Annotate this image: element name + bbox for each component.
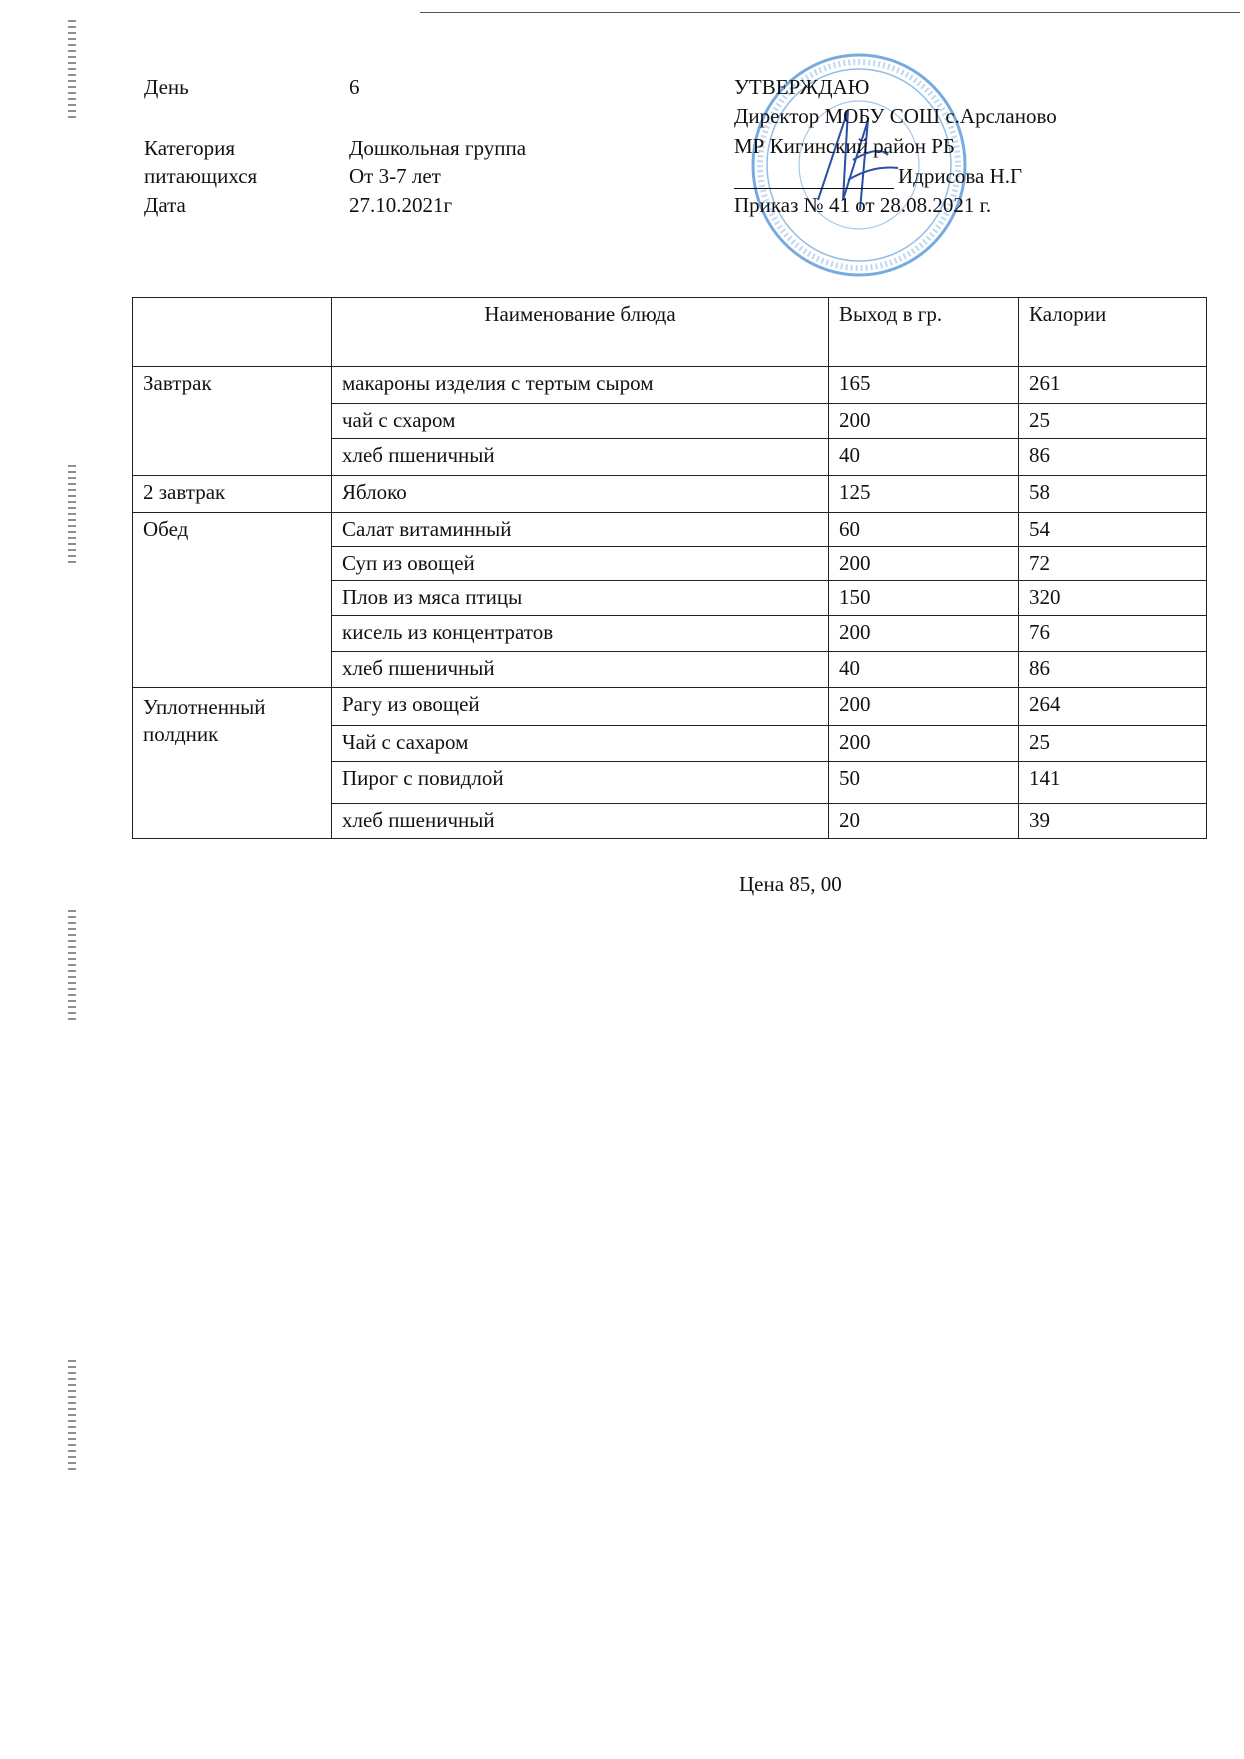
dish-name-cell: хлеб пшеничный	[332, 804, 829, 839]
calories-cell: 72	[1019, 547, 1207, 581]
weight-cell: 60	[829, 513, 1019, 547]
dish-name-cell: Пирог с повидлой	[332, 762, 829, 804]
approval-title: УТВЕРЖДАЮ	[734, 75, 870, 99]
dish-name-cell: Яблоко	[332, 476, 829, 513]
day-label: День	[144, 75, 189, 99]
calories-cell: 58	[1019, 476, 1207, 513]
header-cell-weight: Выход в гр.	[829, 298, 1019, 367]
header-cell-dish: Наименование блюда	[332, 298, 829, 367]
dish-name-cell: хлеб пшеничный	[332, 439, 829, 476]
calories-cell: 141	[1019, 762, 1207, 804]
dish-name-cell: хлеб пшеничный	[332, 652, 829, 688]
calories-cell: 25	[1019, 404, 1207, 439]
dish-name-cell: Салат витаминный	[332, 513, 829, 547]
calories-cell: 76	[1019, 616, 1207, 652]
day-value: 6	[349, 75, 360, 99]
dish-name-cell: чай с схаром	[332, 404, 829, 439]
weight-cell: 200	[829, 688, 1019, 726]
meal-cell: Завтрак	[133, 367, 332, 476]
calories-cell: 264	[1019, 688, 1207, 726]
weight-cell: 200	[829, 726, 1019, 762]
scan-punch-marks	[68, 910, 76, 1020]
approval-position: Директор МОБУ СОШ с.Арсланово	[734, 104, 1057, 128]
price: Цена 85, 00	[739, 872, 842, 896]
scan-punch-marks	[68, 20, 76, 120]
category-label: Категория	[144, 136, 235, 160]
table-row	[133, 688, 1207, 726]
table-row	[133, 367, 1207, 404]
weight-cell: 200	[829, 547, 1019, 581]
weight-cell: 20	[829, 804, 1019, 839]
scan-edge-line	[420, 12, 1240, 13]
calories-cell: 39	[1019, 804, 1207, 839]
weight-cell: 40	[829, 652, 1019, 688]
category-value: Дошкольная группа	[349, 136, 527, 160]
table-row	[133, 513, 1207, 547]
weight-cell: 150	[829, 581, 1019, 616]
header-cell-meal	[133, 298, 332, 367]
meal-cell: 2 завтрак	[133, 476, 332, 513]
dish-name-cell: макароны изделия с тертым сыром	[332, 367, 829, 404]
menu-table	[132, 297, 1207, 839]
calories-cell: 261	[1019, 367, 1207, 404]
header-cell-calories: Калории	[1019, 298, 1207, 367]
dish-name-cell: Суп из овощей	[332, 547, 829, 581]
category-label-2: питающихся	[144, 164, 258, 188]
signature-line	[734, 166, 894, 189]
approval-district: МР Кигинский район РБ	[734, 134, 955, 158]
dish-name-cell: Плов из мяса птицы	[332, 581, 829, 616]
meal-cell: Обед	[133, 513, 332, 688]
meal-cell: Уплотненный полдник	[133, 688, 332, 839]
date-value: 27.10.2021г	[349, 193, 453, 217]
table-row	[133, 476, 1207, 513]
calories-cell: 86	[1019, 439, 1207, 476]
dish-name-cell: Рагу из овощей	[332, 688, 829, 726]
date-label: Дата	[144, 193, 186, 217]
weight-cell: 165	[829, 367, 1019, 404]
calories-cell: 25	[1019, 726, 1207, 762]
weight-cell: 40	[829, 439, 1019, 476]
table-header-row	[133, 298, 1207, 367]
weight-cell: 200	[829, 404, 1019, 439]
dish-name-cell: Чай с сахаром	[332, 726, 829, 762]
signer-name: Идрисова Н.Г	[898, 164, 1023, 188]
calories-cell: 86	[1019, 652, 1207, 688]
calories-cell: 54	[1019, 513, 1207, 547]
weight-cell: 50	[829, 762, 1019, 804]
scan-punch-marks	[68, 465, 76, 565]
weight-cell: 200	[829, 616, 1019, 652]
calories-cell: 320	[1019, 581, 1207, 616]
approval-order: Приказ № 41 от 28.08.2021 г.	[734, 193, 992, 217]
dish-name-cell: кисель из концентратов	[332, 616, 829, 652]
weight-cell: 125	[829, 476, 1019, 513]
age-range: От 3-7 лет	[349, 164, 441, 188]
scan-punch-marks	[68, 1360, 76, 1470]
